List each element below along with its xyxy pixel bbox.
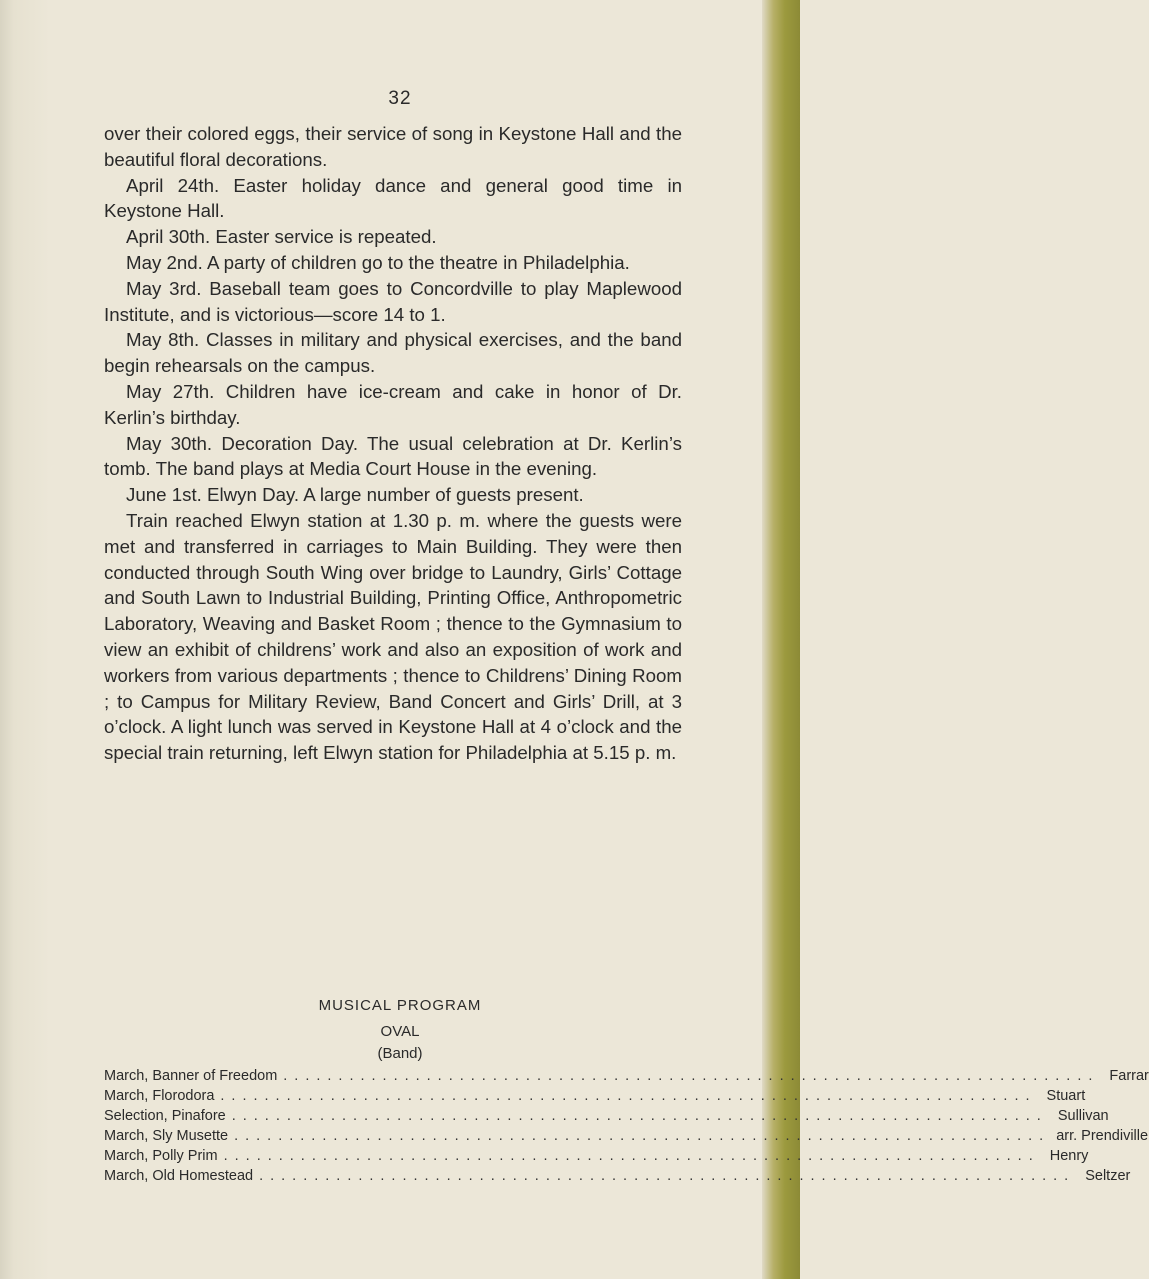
piece-title: March, Old Homestead — [104, 1168, 254, 1184]
program-row — [104, 1126, 1149, 1146]
paragraph: April 30th. Easter service is repeated. — [126, 226, 437, 248]
composer: Henry — [1049, 1148, 1089, 1164]
program-row — [104, 1166, 1131, 1186]
program-location: OVAL — [380, 1023, 420, 1040]
composer: Sullivan — [1057, 1108, 1109, 1124]
composer: Seltzer — [1085, 1168, 1131, 1184]
paragraph: May 8th. Classes in military and physical exercises, and the band begin rehearsals on the campus. — [104, 329, 682, 377]
paragraph: May 2nd. A party of children go to the theatre in Philadelphia. — [126, 251, 630, 273]
dot-leader: .......................................................................... — [283, 1068, 1100, 1084]
dot-leader: .......................................................................... — [220, 1088, 1037, 1104]
dot-leader: .......................................................................... — [259, 1168, 1076, 1184]
composer: Farrar — [1109, 1068, 1149, 1084]
composer: Prendiville — [1081, 1128, 1149, 1144]
composer: Stuart — [1046, 1088, 1086, 1104]
paragraph: May 27th. Children have ice-cream and cake in honor of Dr. Kerlin’s birthday. — [104, 380, 682, 428]
program-list — [104, 1066, 1149, 1186]
page-gutter-left — [0, 0, 50, 1279]
piece-title: March, Banner of Freedom — [104, 1068, 278, 1084]
paragraph: May 3rd. Baseball team goes to Concordville to play Maplewood Institute, and is victorious—score 14 to 1. — [104, 277, 682, 325]
dot-leader: .......................................................................... — [231, 1108, 1048, 1124]
paragraph: over their colored eggs, their service of song in Keystone Hall and the beautiful floral decorations. — [104, 123, 682, 170]
body-text — [104, 121, 682, 766]
piece-title: March, Sly Musette — [104, 1128, 229, 1144]
program-row — [104, 1106, 1109, 1126]
piece-title: Selection, Pinafore — [104, 1108, 226, 1124]
program-row — [104, 1086, 1086, 1106]
arrangement-note: arr. — [1056, 1128, 1078, 1144]
program-performer: (Band) — [377, 1045, 423, 1062]
program-heading: MUSICAL PROGRAM — [318, 997, 482, 1014]
paragraph: June 1st. Elwyn Day. A large number of guests present. — [126, 484, 584, 506]
dot-leader: .......................................................................... — [234, 1128, 1051, 1144]
piece-title: March, Polly Prim — [104, 1148, 218, 1164]
program-row — [104, 1146, 1089, 1166]
paragraph: April 24th. Easter holiday dance and general good time in Keystone Hall. — [104, 174, 682, 222]
program-row — [104, 1066, 1149, 1086]
paragraph: May 30th. Decoration Day. The usual celebration at Dr. Kerlin’s tomb. The band plays at Media Court House in the evening. — [104, 432, 682, 480]
page-number: 32 — [388, 88, 412, 109]
paragraph: Train reached Elwyn station at 1.30 p. m. where the guests were met and transferred in carriages to Main Building. They were then conducted through South Wing over bridge to Laundry, Girls’ Cottage and South Lawn to Industrial Building, Printing Office, Anthropometric Laboratory, Weaving and Basket Room ; thence to the Gymnasium to view an exhibit of childrens’ work and also an exposition of work and workers from various departments ; thence to Childrens’ Dining Room ; to Campus for Military Review, Band Concert and Girls’ Drill, at 3 o’clock. A light lunch was served in Keystone Hall at 4 o’clock and the special train returning, left Elwyn station for Philadelphia at 5.15 p. m. — [104, 509, 682, 764]
dot-leader: .......................................................................... — [223, 1148, 1040, 1164]
piece-title: March, Florodora — [104, 1088, 215, 1104]
